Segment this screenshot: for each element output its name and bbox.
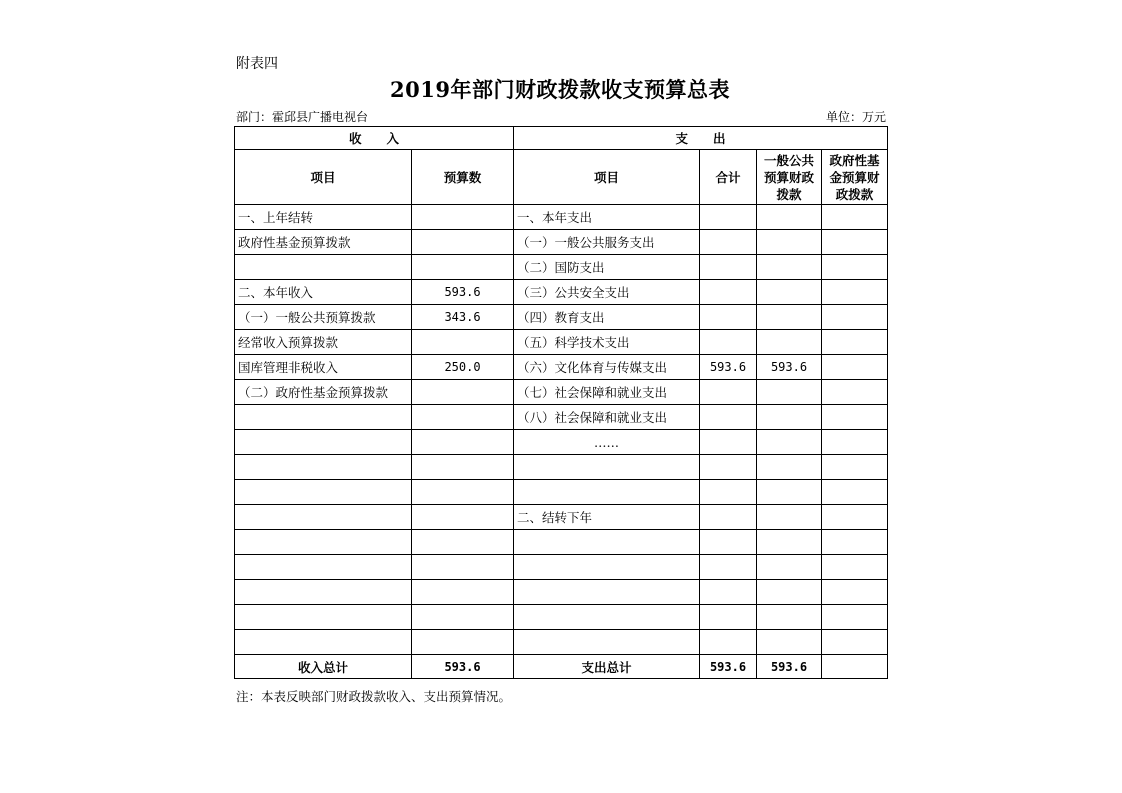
expense-item-cell xyxy=(514,580,700,605)
col-income-item: 项目 xyxy=(235,150,412,205)
income-budget-cell xyxy=(412,580,514,605)
table-row xyxy=(235,555,888,580)
attachment-label: 附表四 xyxy=(236,56,278,72)
table-row xyxy=(235,430,888,455)
income-item-cell xyxy=(235,555,412,580)
income-budget-cell xyxy=(412,605,514,630)
expense-item-cell xyxy=(514,455,700,480)
gov-fund-cell xyxy=(822,205,888,230)
gov-fund-cell xyxy=(822,580,888,605)
income-item-cell xyxy=(235,405,412,430)
expense-total-cell xyxy=(700,305,757,330)
expense-item-cell xyxy=(514,555,700,580)
gov-fund-cell xyxy=(822,230,888,255)
income-item-cell: （二）政府性基金预算拨款 xyxy=(235,380,412,405)
general-public-cell xyxy=(757,480,822,505)
expense-item-cell: （五）科学技术支出 xyxy=(514,330,700,355)
budget-table xyxy=(234,126,888,679)
expense-item-cell: 一、本年支出 xyxy=(514,205,700,230)
general-public-cell xyxy=(757,205,822,230)
expense-total-cell: 593.6 xyxy=(700,355,757,380)
table-row xyxy=(235,580,888,605)
general-public-cell xyxy=(757,255,822,280)
expense-total-cell xyxy=(700,330,757,355)
gov-fund-cell xyxy=(822,480,888,505)
expense-item-cell xyxy=(514,480,700,505)
table-row xyxy=(235,280,888,305)
gov-fund-total-value xyxy=(822,655,888,679)
table-row xyxy=(235,605,888,630)
expense-total-cell xyxy=(700,255,757,280)
income-budget-cell xyxy=(412,530,514,555)
expense-total-value: 593.6 xyxy=(700,655,757,679)
income-item-cell xyxy=(235,505,412,530)
income-item-cell xyxy=(235,530,412,555)
income-budget-cell xyxy=(412,330,514,355)
table-row xyxy=(235,255,888,280)
income-budget-cell xyxy=(412,205,514,230)
expense-total-cell xyxy=(700,630,757,655)
table-row xyxy=(235,205,888,230)
expense-total-cell xyxy=(700,380,757,405)
table-row xyxy=(235,480,888,505)
totals-row xyxy=(235,655,888,679)
expense-item-cell xyxy=(514,530,700,555)
expense-total-cell xyxy=(700,555,757,580)
income-total-label: 收入总计 xyxy=(235,655,412,679)
income-budget-cell: 250.0 xyxy=(412,355,514,380)
income-budget-cell xyxy=(412,555,514,580)
page-title: 2019年部门财政拨款收支预算总表 xyxy=(390,77,730,102)
gov-fund-cell xyxy=(822,455,888,480)
footnote: 注：本表反映部门财政拨款收入、支出预算情况。 xyxy=(236,689,512,704)
income-item-cell xyxy=(235,480,412,505)
income-budget-cell xyxy=(412,480,514,505)
general-public-cell xyxy=(757,305,822,330)
expense-item-cell xyxy=(514,605,700,630)
income-item-cell: 二、本年收入 xyxy=(235,280,412,305)
income-section-header: 收 入 xyxy=(235,127,514,150)
table-row xyxy=(235,505,888,530)
income-budget-cell: 593.6 xyxy=(412,280,514,305)
general-public-cell xyxy=(757,330,822,355)
general-public-cell xyxy=(757,630,822,655)
table-row xyxy=(235,355,888,380)
expense-item-cell xyxy=(514,630,700,655)
expense-total-cell xyxy=(700,530,757,555)
gov-fund-cell xyxy=(822,530,888,555)
general-public-cell xyxy=(757,455,822,480)
gov-fund-cell xyxy=(822,330,888,355)
gov-fund-cell xyxy=(822,630,888,655)
general-public-cell xyxy=(757,580,822,605)
section-header-row xyxy=(235,127,888,150)
expense-total-label: 支出总计 xyxy=(514,655,700,679)
gov-fund-cell xyxy=(822,355,888,380)
income-item-cell xyxy=(235,430,412,455)
income-item-cell: 一、上年结转 xyxy=(235,205,412,230)
general-public-cell xyxy=(757,555,822,580)
gov-fund-cell xyxy=(822,605,888,630)
expense-total-cell xyxy=(700,405,757,430)
income-item-cell xyxy=(235,580,412,605)
expense-total-cell xyxy=(700,230,757,255)
expense-item-cell: …… xyxy=(514,430,700,455)
expense-item-cell: （一）一般公共服务支出 xyxy=(514,230,700,255)
income-item-cell xyxy=(235,630,412,655)
expense-item-cell: （八）社会保障和就业支出 xyxy=(514,405,700,430)
general-public-cell xyxy=(757,405,822,430)
expense-total-cell xyxy=(700,430,757,455)
income-item-cell: 经常收入预算拨款 xyxy=(235,330,412,355)
income-budget-cell xyxy=(412,230,514,255)
expense-total-cell xyxy=(700,205,757,230)
expense-total-cell xyxy=(700,280,757,305)
col-expense-total: 合计 xyxy=(700,150,757,205)
expense-total-cell xyxy=(700,605,757,630)
income-budget-cell xyxy=(412,455,514,480)
expense-item-cell: （三）公共安全支出 xyxy=(514,280,700,305)
income-item-cell xyxy=(235,455,412,480)
gov-fund-cell xyxy=(822,505,888,530)
table-row xyxy=(235,630,888,655)
income-item-cell: 国库管理非税收入 xyxy=(235,355,412,380)
column-header-row xyxy=(235,150,888,205)
income-item-cell xyxy=(235,255,412,280)
gov-fund-cell xyxy=(822,280,888,305)
income-budget-cell xyxy=(412,380,514,405)
income-budget-cell xyxy=(412,430,514,455)
expense-total-cell xyxy=(700,505,757,530)
gov-fund-cell xyxy=(822,430,888,455)
general-public-cell xyxy=(757,230,822,255)
col-general-public: 一般公共预算财政拨款 xyxy=(757,150,822,205)
gov-fund-cell xyxy=(822,255,888,280)
table-row xyxy=(235,230,888,255)
table-row xyxy=(235,380,888,405)
income-item-cell xyxy=(235,605,412,630)
general-public-cell: 593.6 xyxy=(757,355,822,380)
expense-section-header: 支 出 xyxy=(514,127,888,150)
income-item-cell: （一）一般公共预算拨款 xyxy=(235,305,412,330)
income-total-value: 593.6 xyxy=(412,655,514,679)
gov-fund-cell xyxy=(822,555,888,580)
general-public-cell xyxy=(757,380,822,405)
table-row xyxy=(235,305,888,330)
expense-item-cell: 二、结转下年 xyxy=(514,505,700,530)
table-row xyxy=(235,530,888,555)
expense-total-cell xyxy=(700,455,757,480)
expense-total-cell xyxy=(700,480,757,505)
expense-item-cell: （六）文化体育与传媒支出 xyxy=(514,355,700,380)
income-item-cell: 政府性基金预算拨款 xyxy=(235,230,412,255)
unit-label: 单位：万元 xyxy=(825,110,886,124)
income-budget-cell xyxy=(412,405,514,430)
expense-item-cell: （四）教育支出 xyxy=(514,305,700,330)
table-row xyxy=(235,330,888,355)
general-public-cell xyxy=(757,430,822,455)
general-public-cell xyxy=(757,605,822,630)
income-budget-cell xyxy=(412,505,514,530)
department-label: 部门：霍邱县广播电视台 xyxy=(236,110,369,124)
gov-fund-cell xyxy=(822,405,888,430)
general-public-cell xyxy=(757,280,822,305)
gov-fund-cell xyxy=(822,305,888,330)
table-row xyxy=(235,405,888,430)
table-row xyxy=(235,455,888,480)
general-public-total-value: 593.6 xyxy=(757,655,822,679)
gov-fund-cell xyxy=(822,380,888,405)
income-budget-cell xyxy=(412,630,514,655)
income-budget-cell xyxy=(412,255,514,280)
expense-item-cell: （二）国防支出 xyxy=(514,255,700,280)
col-expense-item: 项目 xyxy=(514,150,700,205)
general-public-cell xyxy=(757,505,822,530)
general-public-cell xyxy=(757,530,822,555)
col-gov-fund: 政府性基金预算财政拨款 xyxy=(822,150,888,205)
income-budget-cell: 343.6 xyxy=(412,305,514,330)
expense-total-cell xyxy=(700,580,757,605)
expense-item-cell: （七）社会保障和就业支出 xyxy=(514,380,700,405)
col-income-budget: 预算数 xyxy=(412,150,514,205)
